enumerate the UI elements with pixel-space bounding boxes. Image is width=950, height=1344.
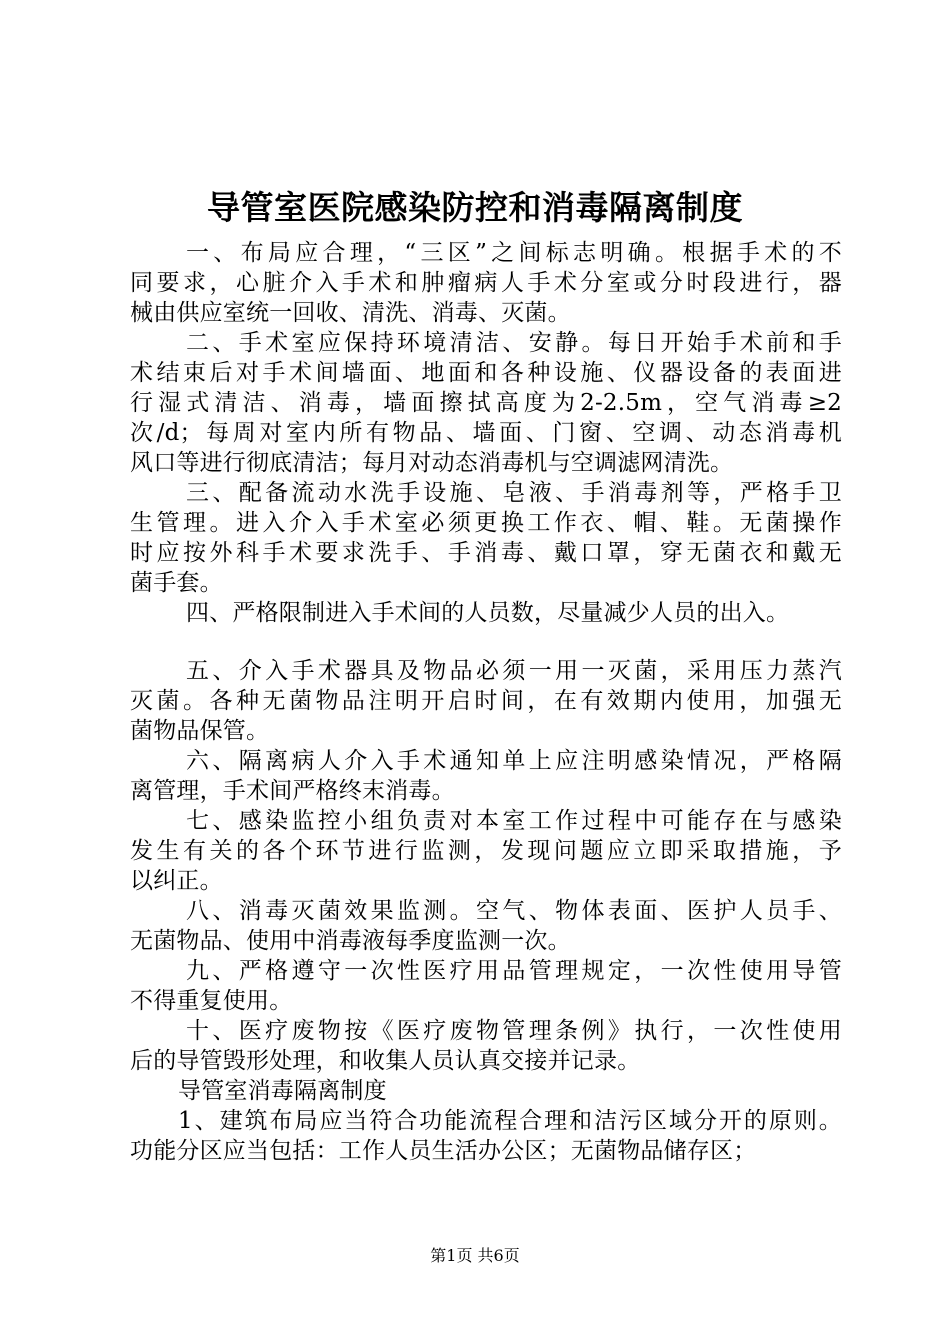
text-line: 时应按外科手术要求洗手、手消毒、戴口罩，穿无菌衣和戴无: [130, 540, 842, 566]
text-line: 十、医疗废物按《医疗废物管理条例》执行，一次性使用: [186, 1018, 842, 1044]
text-line: 灭菌。各种无菌物品注明开启时间，在有效期内使用，加强无: [130, 688, 842, 714]
text-line: 不得重复使用。: [130, 988, 293, 1014]
text-line: 无菌物品、使用中消毒液每季度监测一次。: [130, 928, 571, 954]
text-line: 功能分区应当包括：工作人员生活办公区；无菌物品储存区；: [130, 1138, 757, 1164]
text-line: 二、手术室应保持环境清洁、安静。每日开始手术前和手: [186, 330, 842, 356]
text-line: 行湿式清洁、消毒，墙面擦拭高度为2-2.5m，空气消毒≥2: [130, 390, 842, 416]
document-title: 导管室医院感染防控和消毒隔离制度: [207, 188, 743, 227]
text-line: 次/d；每周对室内所有物品、墙面、门窗、空调、动态消毒机: [130, 420, 842, 446]
text-line: 同要求，心脏介入手术和肿瘤病人手术分室或分时段进行，器: [130, 270, 842, 296]
section-heading: 导管室消毒隔离制度: [178, 1078, 387, 1104]
text-line: 七、感染监控小组负责对本室工作过程中可能存在与感染: [186, 808, 842, 834]
text-line: 九、严格遵守一次性医疗用品管理规定，一次性使用导管: [186, 958, 842, 984]
page-number-footer: 第1页 共6页: [430, 1246, 520, 1265]
text-line: 发生有关的各个环节进行监测，发现问题应立即采取措施，予: [130, 838, 842, 864]
text-line: 离管理，手术间严格终末消毒。: [130, 778, 455, 804]
text-line: 三、配备流动水洗手设施、皂液、手消毒剂等，严格手卫: [186, 480, 842, 506]
document-body: [130, 238, 842, 1166]
text-line: 五、介入手术器具及物品必须一用一灭菌，采用压力蒸汽: [186, 658, 842, 684]
text-line: 风口等进行彻底清洁；每月对动态消毒机与空调滤网清洗。: [130, 450, 734, 476]
text-line: 后的导管毁形处理，和收集人员认真交接并记录。: [130, 1048, 641, 1074]
text-line: 八、消毒灭菌效果监测。空气、物体表面、医护人员手、: [186, 898, 842, 924]
text-line: 四、严格限制进入手术间的人员数，尽量减少人员的出入。: [186, 600, 790, 626]
blank-line: [130, 628, 842, 656]
text-line: 菌手套。: [130, 570, 223, 596]
text-line: 六、隔离病人介入手术通知单上应注明感染情况，严格隔: [186, 748, 842, 774]
text-line: 以纠正。: [130, 868, 223, 894]
text-line: 一、布局应合理，“三区”之间标志明确。根据手术的不: [186, 240, 842, 266]
text-line: 菌物品保管。: [130, 718, 270, 744]
text-line: 生管理。进入介入手术室必须更换工作衣、帽、鞋。无菌操作: [130, 510, 842, 536]
text-line: 1、建筑布局应当符合功能流程合理和洁污区域分开的原则。: [178, 1108, 842, 1134]
text-line: 术结束后对手术间墙面、地面和各种设施、仪器设备的表面进: [130, 360, 842, 386]
text-line: 械由供应室统一回收、清洗、消毒、灭菌。: [130, 300, 571, 326]
